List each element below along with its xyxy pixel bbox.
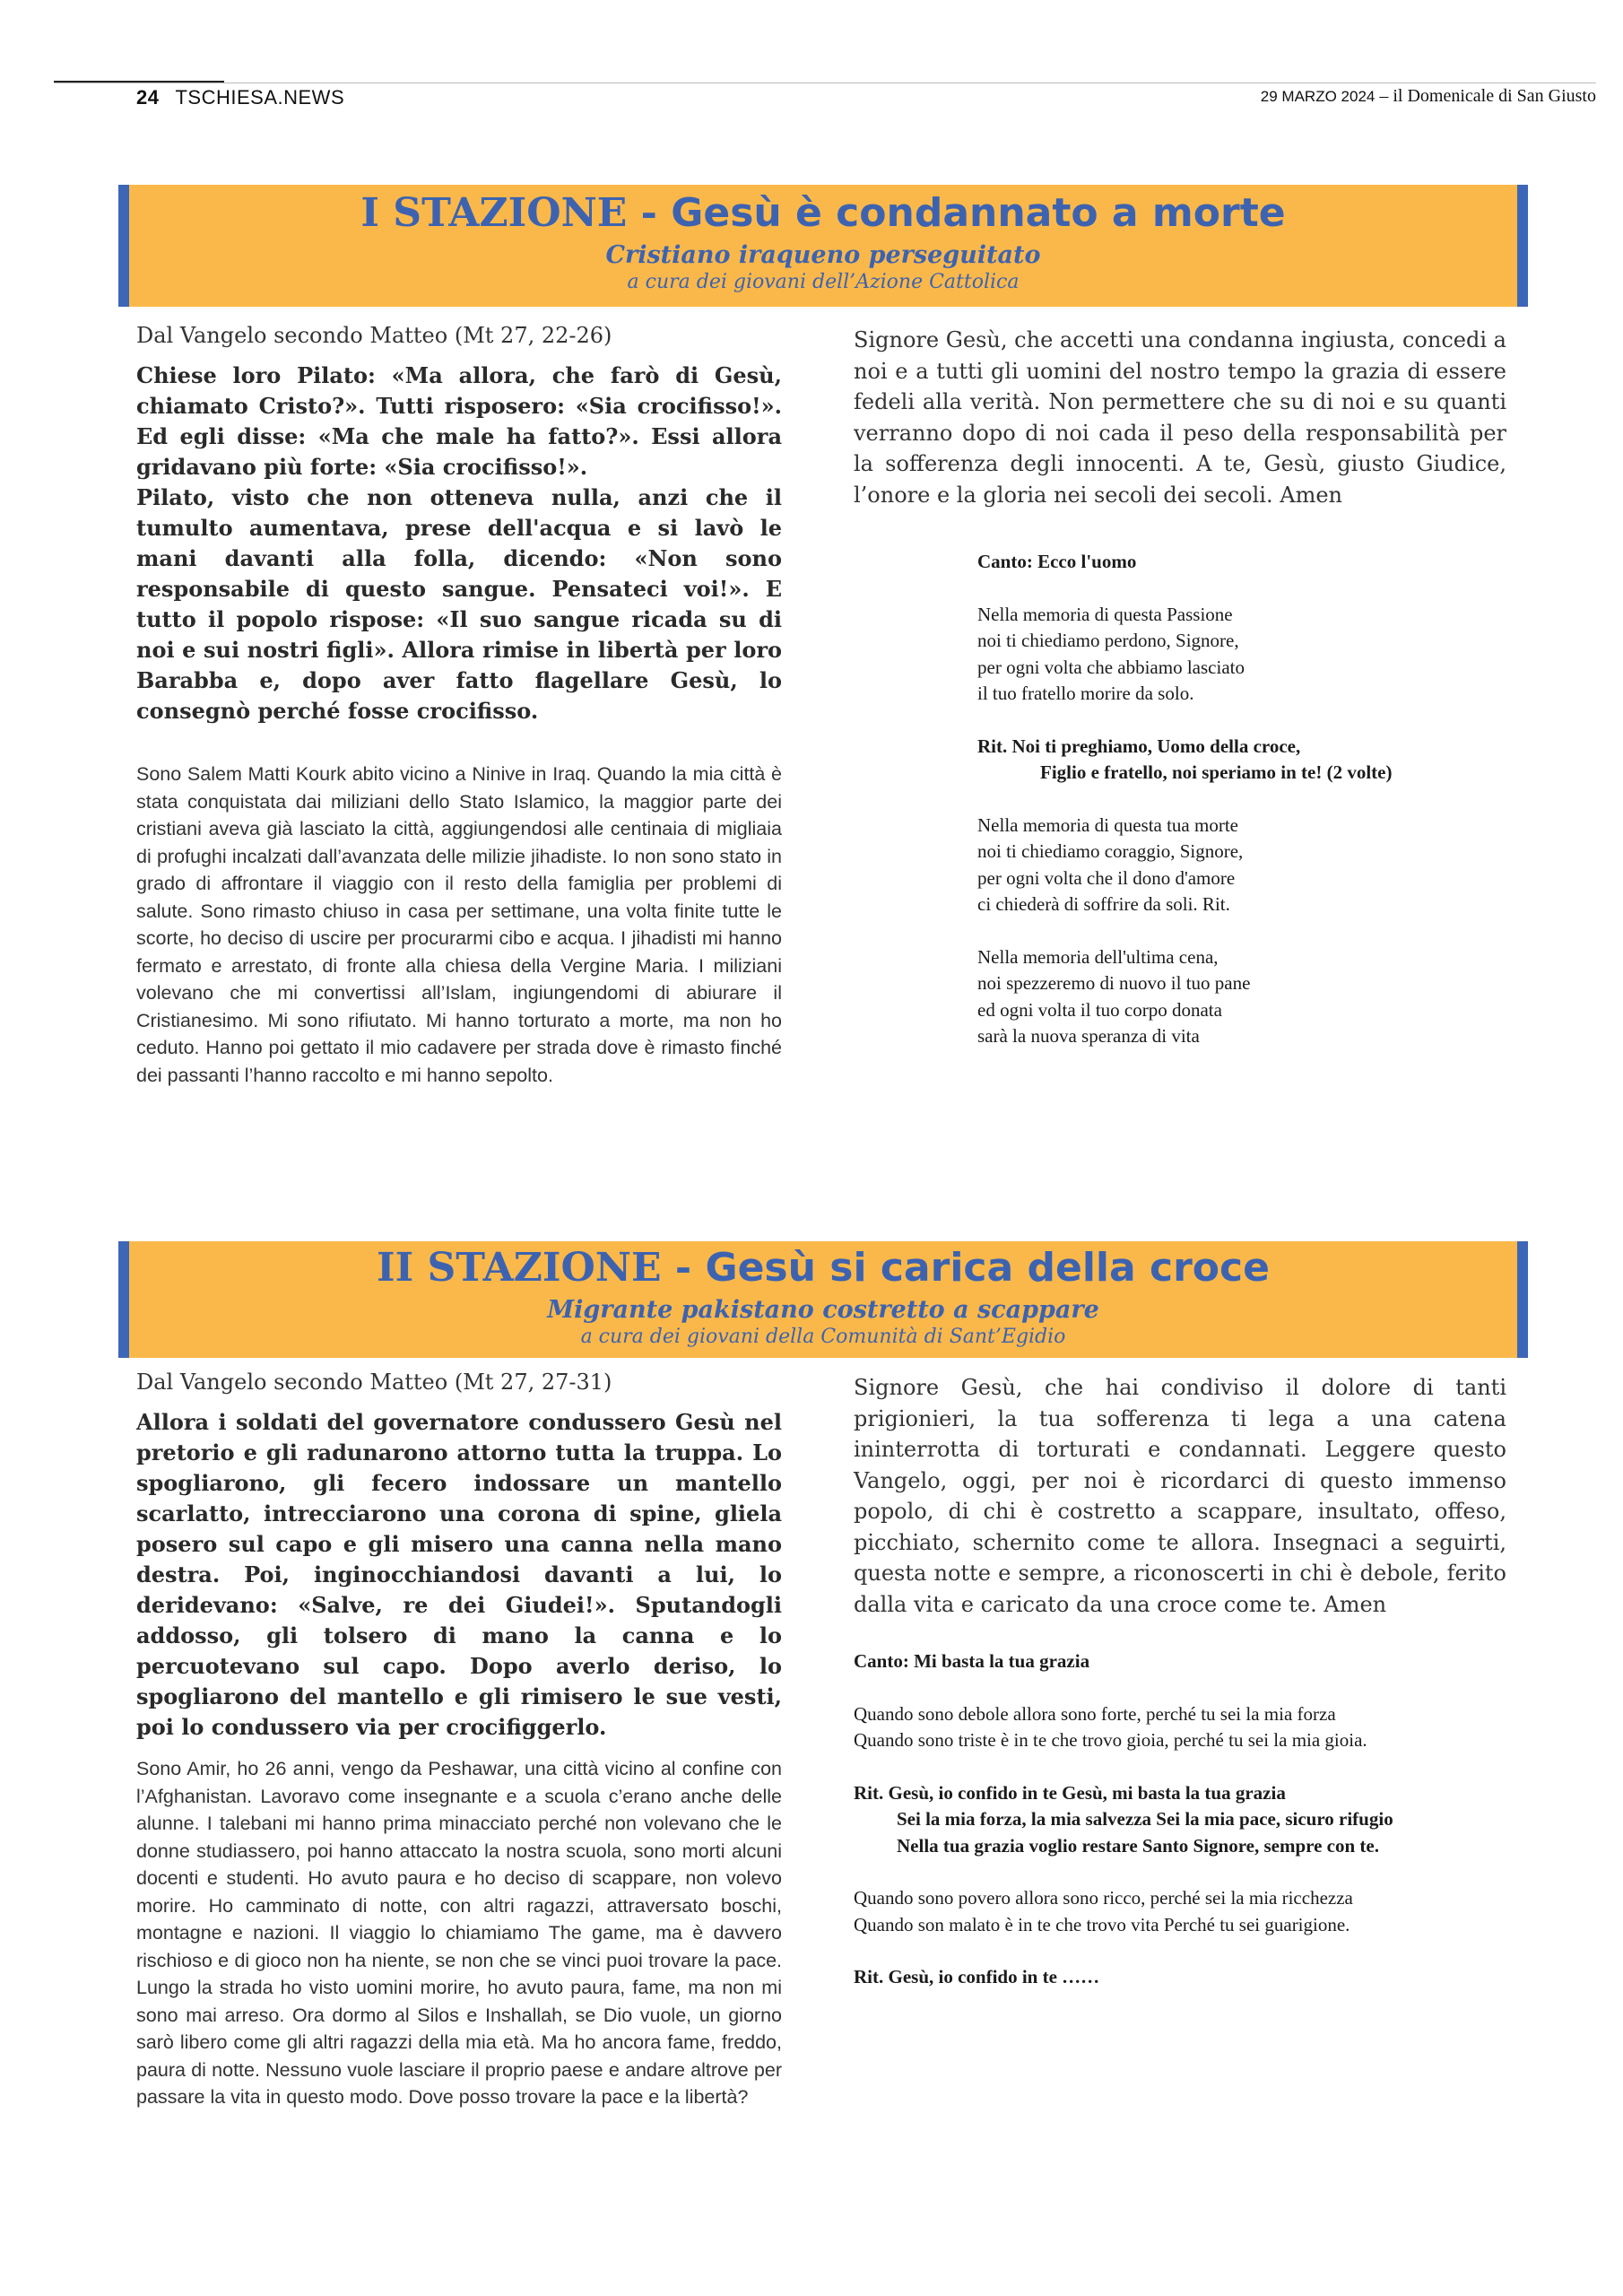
song-line: Rit. Gesù, io confido in te …… bbox=[854, 1966, 1100, 1987]
station-1-right-column bbox=[854, 325, 1506, 510]
song-line: sarà la nuova speranza di vita bbox=[977, 1025, 1200, 1047]
song-line: Nella memoria di questa tua morte bbox=[977, 813, 1238, 836]
station-2-title-text: Gesù si carica della croce bbox=[705, 1245, 1270, 1291]
song-line: il tuo fratello morire da solo. bbox=[977, 683, 1194, 704]
station-2-prayer: Signore Gesù, che hai condiviso il dolore di tanti prigionieri, la tua sofferenza ti lega a una catena ininterrotta di torturati e condannati. Leggere questo Vangelo, oggi, per noi è ricordarci di questo immenso popolo, di chi è costretto a scappare, insultato, offeso, picchiato, schernito come te allora. Insegnaci a seguirti, questa notte e sempre, a riconoscerti in chi è debole, ferito dalla vita e caricato da una croce come te. Amen bbox=[854, 1375, 1506, 1617]
song-line: Figlio e fratello, noi speriamo in te! (2 volte) bbox=[1040, 761, 1393, 783]
station-2-song bbox=[854, 1648, 1535, 2017]
station-1-banner bbox=[118, 185, 1528, 307]
gospel-paragraph: Chiese loro Pilato: «Ma allora, che farò di Gesù, chiamato Cristo?». Tutti risposero: «Sia crocifisso!». Ed egli disse: «Ma che male ha fatto?». Essi allora gridavano più forte: «Sia crocifisso!». bbox=[136, 362, 782, 480]
song-refrain bbox=[854, 1780, 1535, 1860]
song-stanza bbox=[977, 813, 1533, 918]
song-line: Quando sono debole allora sono forte, perché tu sei la mia forza bbox=[854, 1702, 1336, 1725]
gospel-paragraph: Allora i soldati del governatore condussero Gesù nel pretorio e gli radunarono attorno tutta la truppa. Lo spogliarono, gli fecero indossare un mantello scarlatto, intrecciarono una corona di spine, gliela posero sul capo e gli misero una canna nella mano destra. Poi, inginocchiandosi davanti a lui, lo deridevano: «Salve, re dei Giudei!». Sputandogli addosso, gli tolsero di mano la canna e lo percuotevano sul capo. Dopo averlo deriso, lo spogliarono del mantello e gli rimisero le sue vesti, poi lo condussero via per crocifiggerlo. bbox=[136, 1409, 782, 1740]
song-line: Rit. Gesù, io confido in te Gesù, mi basta la tua grazia bbox=[854, 1781, 1286, 1804]
station-1-curated-by: a cura dei giovani dell’Azione Cattolica bbox=[627, 271, 1020, 293]
header-separator: – bbox=[1375, 86, 1393, 106]
song-line: Nella memoria di questa Passione bbox=[977, 603, 1233, 625]
song-line: Quando sono povero allora sono ricco, perché sei la mia ricchezza bbox=[854, 1887, 1353, 1909]
song-title: Canto: Ecco l'uomo bbox=[977, 551, 1137, 572]
page-number: 24 bbox=[136, 86, 160, 109]
station-1-left-column bbox=[136, 323, 782, 1089]
station-1-gospel-text bbox=[136, 361, 782, 726]
station-2-gospel-text bbox=[136, 1407, 782, 1743]
song-line: Sei la mia forza, la mia salvezza Sei la mia pace, sicuro rifugio bbox=[897, 1808, 1393, 1830]
station-1-title-text: Gesù è condannato a morte bbox=[671, 190, 1286, 236]
header-left bbox=[136, 86, 344, 109]
song-line: noi spezzeremo di nuovo il tuo pane bbox=[977, 972, 1251, 994]
station-1-label: I STAZIONE - bbox=[360, 190, 657, 236]
station-1-prayer: Signore Gesù, che accetti una condanna ingiusta, concedi a noi e a tutti gli uomini del nostro tempo la grazia di essere fedeli alla verità. Non permettere che su di noi e su quanti verranno dopo di noi cada il peso della responsabilità per la sofferenza degli innocenti. A te, Gesù, giusto Giudice, l’onore e la gloria nei secoli dei secoli. Amen bbox=[854, 327, 1506, 508]
station-1-subtitle: Cristiano iraqueno perseguitato bbox=[605, 241, 1041, 269]
song-line: Quando sono triste è in te che trovo gioia, perché tu sei la mia gioia. bbox=[854, 1729, 1367, 1751]
song-stanza bbox=[977, 944, 1533, 1050]
station-2-subtitle: Migrante pakistano costretto a scappare bbox=[547, 1296, 1099, 1324]
gospel-paragraph: Pilato, visto che non otteneva nulla, anzi che il tumulto aumentava, prese dell'acqua e si lavò le mani davanti alla folla, dicendo: «Non sono responsabile di questo sangue. Pensateci voi!». E tutto il popolo rispose: «Il suo sangue ricada su di noi e sui nostri figli». Allora rimise in libertà per loro Barabba e, dopo aver fatto flagellare Gesù, lo consegnò perché fosse crocifisso. bbox=[136, 484, 782, 724]
station-2-right-column bbox=[854, 1372, 1506, 1620]
song-line: Nella tua grazia voglio restare Santo Signore, sempre con te. bbox=[897, 1834, 1379, 1857]
station-2-banner bbox=[118, 1241, 1528, 1358]
song-line: Rit. Noi ti preghiamo, Uomo della croce, bbox=[977, 735, 1301, 757]
song-refrain bbox=[977, 734, 1533, 787]
station-1-testimony: Sono Salem Matti Kourk abito vicino a Ninive in Iraq. Quando la mia città è stata conquistata dai miliziani dello Stato Islamico, la maggior parte dei cristiani aveva già lasciato la città, aggiungendosi alle centinaia di migliaia di profughi incalzati dall’avanzata delle milizie jihadiste. Io non sono stato in grado di affrontare il viaggio con il resto della famiglia per problemi di salute. Sono rimasto chiuso in casa per settimane, una volta finite tutte le scorte, ho deciso di uscire per procurarmi cibo e acqua. I jihadisti mi hanno fermato e arrestato, di fronte alla chiesa della Vergine Maria. I miliziani volevano che mi convertissi all’Islam, ingiungendomi di abiurare il Cristianesimo. Mi sono rifiutato. Mi hanno torturato a morte, ma non ho ceduto. Hanno poi gettato il mio cadavere per strada dove è rimasto finché dei passanti l’hanno raccolto e mi hanno sepolto. bbox=[136, 763, 782, 1086]
issue-date: 29 MARZO 2024 bbox=[1260, 88, 1376, 105]
song-refrain bbox=[854, 1964, 1535, 1991]
song-line: Nella memoria dell'ultima cena, bbox=[977, 945, 1219, 968]
publication-name: il Domenicale di San Giusto bbox=[1393, 86, 1596, 106]
song-line: Quando son malato è in te che trovo vita Perché tu sei guarigione. bbox=[854, 1913, 1350, 1935]
station-2-title bbox=[129, 1245, 1517, 1291]
station-1-title bbox=[129, 190, 1517, 236]
station-2-testimony: Sono Amir, ho 26 anni, vengo da Peshawar, una città vicino al confine con l’Afghanistan. Lavoravo come insegnante e a scuola c’erano anche delle alunne. I talebani mi hanno prima minacciato perché non volevano che le donne studiassero, poi hanno attaccato la nostra scuola, sono morti alcuni docenti e studenti. Ho avuto paura e ho deciso di scappare, non volevo morire. Ho camminato di notte, con altri ragazzi, attraversato boschi, montagne e nazioni. Il viaggio lo chiamiamo The game, ma è davvero rischioso e di gioco non ha niente, se non che se vinci puoi trovare la pace. Lungo la strada ho visto uomini morire, ho avuto paura, fame, ma non mi sono mai arreso. Ora dormo al Silos e Inshallah, se Dio vuole, un giorno sarò libero come gli altri ragazzi della mia età. Ma ho ancora fame, freddo, paura di notte. Nessuno vuole lasciare il proprio paese e andare altrove per passare la vita in questo modo. Dove posso trovare la pace e la libertà? bbox=[136, 1758, 782, 2108]
song-line: per ogni volta che il dono d'amore bbox=[977, 866, 1236, 889]
song-line: noi ti chiediamo perdono, Signore, bbox=[977, 630, 1239, 651]
station-1-song bbox=[977, 549, 1533, 1076]
song-line: noi ti chiediamo coraggio, Signore, bbox=[977, 840, 1244, 862]
header-right bbox=[1261, 86, 1596, 107]
song-stanza bbox=[854, 1701, 1535, 1754]
song-stanza bbox=[977, 602, 1533, 708]
station-2-label: II STAZIONE - bbox=[377, 1245, 692, 1291]
song-line: per ogni volta che abbiamo lasciato bbox=[977, 656, 1245, 678]
song-line: ed ogni volta il tuo corpo donata bbox=[977, 998, 1222, 1021]
station-1-gospel-ref: Dal Vangelo secondo Matteo (Mt 27, 22-26) bbox=[136, 323, 612, 348]
site-name: TSCHIESA.NEWS bbox=[175, 86, 345, 109]
song-title: Canto: Mi basta la tua grazia bbox=[854, 1650, 1090, 1672]
station-2-curated-by: a cura dei giovani della Comunità di Sant’Egidio bbox=[580, 1326, 1066, 1348]
song-stanza bbox=[854, 1885, 1535, 1938]
station-2-left-column bbox=[136, 1370, 782, 2111]
song-line: ci chiederà di soffrire da soli. Rit. bbox=[977, 893, 1230, 915]
station-2-gospel-ref: Dal Vangelo secondo Matteo (Mt 27, 27-31) bbox=[136, 1370, 612, 1395]
